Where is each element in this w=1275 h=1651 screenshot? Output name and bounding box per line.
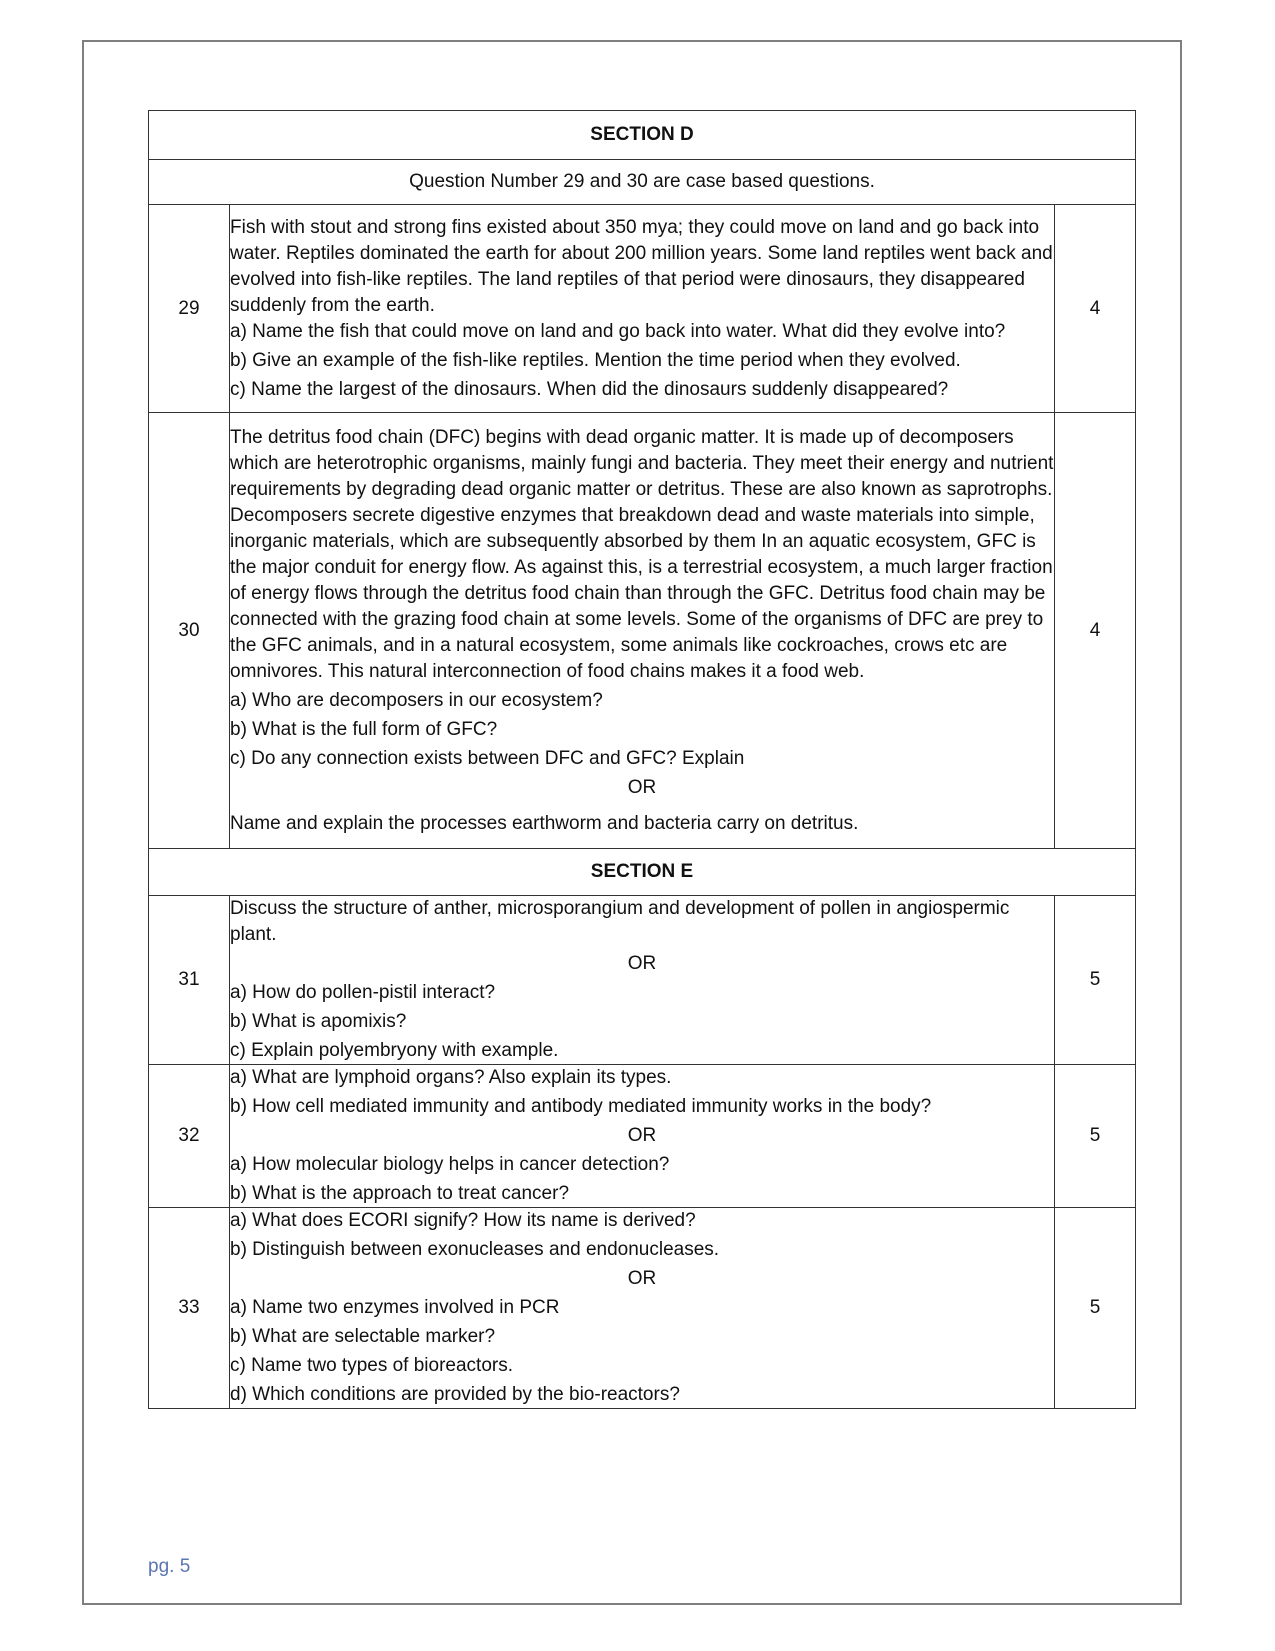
alternative-question-c: c) Name two types of bioreactors. xyxy=(230,1355,513,1376)
section-d-note-row xyxy=(149,160,1136,205)
sub-question-c: c) Explain polyembryony with example. xyxy=(230,1040,559,1061)
question-text xyxy=(230,1065,1055,1208)
or-divider: OR xyxy=(627,953,657,974)
or-divider: OR xyxy=(627,1125,657,1146)
section-d-title: SECTION D xyxy=(149,111,1136,160)
question-number: 29 xyxy=(149,205,230,413)
question-marks: 5 xyxy=(1055,896,1136,1065)
question-marks: 4 xyxy=(1055,205,1136,413)
alternative-question-a: a) Name two enzymes involved in PCR xyxy=(230,1297,560,1318)
sub-question-b: b) What is the full form of GFC? xyxy=(230,718,498,740)
question-number: 31 xyxy=(149,896,230,1065)
question-row-32 xyxy=(149,1065,1136,1208)
page-number: pg. 5 xyxy=(148,1556,191,1577)
alternative-question-a: a) How molecular biology helps in cancer detection? xyxy=(230,1154,670,1175)
question-marks: 5 xyxy=(1055,1208,1136,1409)
alternative-question: Name and explain the processes earthworm and bacteria carry on detritus. xyxy=(230,812,859,834)
question-table xyxy=(148,110,1136,1409)
question-row-29 xyxy=(149,205,1136,413)
question-text xyxy=(230,205,1055,413)
question-row-30 xyxy=(149,413,1136,849)
question-text xyxy=(230,413,1055,849)
question-marks: 5 xyxy=(1055,1065,1136,1208)
sub-question-b: b) Give an example of the fish-like reptiles. Mention the time period when they evolved. xyxy=(230,349,961,371)
question-text xyxy=(230,896,1055,1065)
case-passage: Fish with stout and strong fins existed about 350 mya; they could move on land and go back into water. Reptiles dominated the earth for about 200 million years. Some land reptiles went back and evolved into fish-like reptiles. The land reptiles of that period were dinosaurs, they disappeared suddenly from the earth. xyxy=(230,216,1053,316)
or-divider: OR xyxy=(627,776,657,798)
question-number: 33 xyxy=(149,1208,230,1409)
question-number: 32 xyxy=(149,1065,230,1208)
case-passage: The detritus food chain (DFC) begins with dead organic matter. It is made up of decomposers which are heterotrophic organisms, mainly fungi and bacteria. They meet their energy and nutrient requirements by degrading dead organic matter or detritus. These are also known as saprotrophs. Decomposers secrete digestive enzymes that breakdown dead and waste materials into simple, inorganic materials, which are subsequently absorbed by them In an aquatic ecosystem, GFC is the major conduit for energy flow. As against this, is a terrestrial ecosystem, a much larger fraction of energy flows through the detritus food chain than through the GFC. Detritus food chain may be connected with the grazing food chain at some levels. Some of the organisms of DFC are prey to the GFC animals, and in a natural ecosystem, some animals like cockroaches, crows etc are omnivores. This natural interconnection of food chains makes it a food web. xyxy=(230,426,1054,682)
sub-question-b: b) What is apomixis? xyxy=(230,1011,407,1032)
question-number: 30 xyxy=(149,413,230,849)
alternative-question-d: d) Which conditions are provided by the bio-reactors? xyxy=(230,1384,680,1405)
sub-question-a: a) Who are decomposers in our ecosystem? xyxy=(230,689,603,711)
sub-question-a: a) What are lymphoid organs? Also explain its types. xyxy=(230,1067,672,1088)
sub-question-a: a) Name the fish that could move on land and go back into water. What did they evolve into? xyxy=(230,320,1006,342)
sub-question-a: a) What does ECORI signify? How its name is derived? xyxy=(230,1210,696,1231)
question-marks: 4 xyxy=(1055,413,1136,849)
section-e-title: SECTION E xyxy=(149,849,1136,896)
main-question: Discuss the structure of anther, microsporangium and development of pollen in angiospermic plant. xyxy=(230,898,1010,945)
sub-question-c: c) Name the largest of the dinosaurs. When did the dinosaurs suddenly disappeared? xyxy=(230,378,949,400)
sub-question-c: c) Do any connection exists between DFC and GFC? Explain xyxy=(230,747,745,769)
sub-question-a: a) How do pollen-pistil interact? xyxy=(230,982,496,1003)
section-e-header-row xyxy=(149,849,1136,896)
question-row-33 xyxy=(149,1208,1136,1409)
question-text xyxy=(230,1208,1055,1409)
sub-question-b: b) Distinguish between exonucleases and endonucleases. xyxy=(230,1239,720,1260)
section-d-note: Question Number 29 and 30 are case based questions. xyxy=(149,160,1136,205)
sub-question-b: b) How cell mediated immunity and antibody mediated immunity works in the body? xyxy=(230,1096,932,1117)
alternative-question-b: b) What is the approach to treat cancer? xyxy=(230,1183,570,1204)
or-divider: OR xyxy=(627,1268,657,1289)
question-row-31 xyxy=(149,896,1136,1065)
alternative-question-b: b) What are selectable marker? xyxy=(230,1326,496,1347)
section-d-header-row xyxy=(149,111,1136,160)
